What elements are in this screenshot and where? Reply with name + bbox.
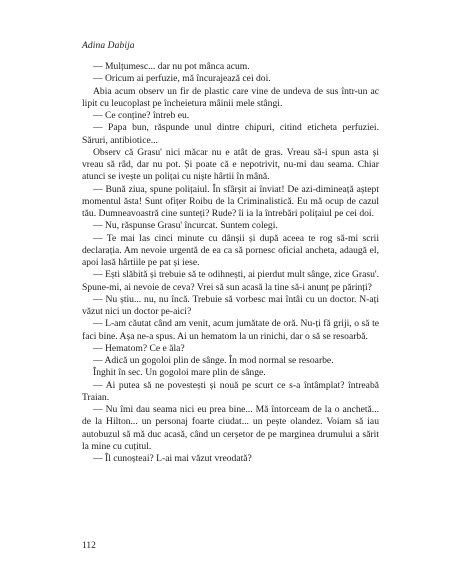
paragraph: Înghit în sec. Un gogoloi mare plin de sânge.	[93, 367, 266, 379]
paragraph: — Nu, răspunse Grasu' încurcat. Suntem colegi.	[93, 220, 278, 232]
paragraph: — Nu știu... nu, nu încă. Trebuie să vorbesc mai întâi cu un doctor. N-ați văzut nici un doctor pe-aici?	[82, 293, 379, 317]
paragraph: — Ai putea să ne povestești și nouă pe scurt ce s-a întâmplat? întreabă Traian.	[82, 379, 379, 403]
paragraph: — Oricum ai perfuzie, mă încurajează cei doi.	[93, 73, 271, 85]
paragraph: Observ că Grasu' nici măcar nu e atât de gras. Vreau să-i spun asta și vreau să râd, dar nu pot. Și poate că e nepotrivit, nu-mi dau seama. Chiar atunci se ivește un polițai cu niște hârtii în mână.	[82, 146, 379, 183]
paragraph: — Mulțumesc... dar nu pot mânca acum.	[93, 61, 250, 72]
paragraph: — Hematom? Ce e ăla?	[93, 342, 185, 354]
page-body	[82, 61, 379, 465]
paragraph: — Îl cunoșteai? L-ai mai văzut vreodată?	[93, 453, 252, 464]
paragraph: — Papa bun, răspunde unul dintre chipuri, citind eticheta perfuziei. Săruri, antibiotice...	[82, 122, 379, 146]
paragraph: — Bună ziua, spune polițaiul. În sfârșit ai înviat! De azi-dimineață aștept momentul ăsta! Sunt ofițer Roibu de la Criminalistică. Eu mă ocup de cazul tău. Dumneavoastră cine sunteți? Rude? îi ia la întrebări polițaiul pe cei doi.	[82, 183, 379, 219]
paragraph: — Adică un gogoloi plin de sânge. În mod normal se resoarbe.	[93, 355, 334, 366]
paragraph: — Nu îmi dau seama nici eu prea bine... Mă întorceam de la o anchetă... de la Hilton... un personaj foarte ciudat... un pește olandez. Voiam să iau autobuzul să mă duc acasă, când un cerșetor de pe marginea drumului a sărit la mine cu cuțitul.	[82, 404, 379, 452]
paragraph: Abia acum observ un fir de plastic care vine de undeva de sus într-un ac lipit cu leucoplast pe încheietura mâinii mele stângi.	[82, 85, 379, 109]
page-number: 112	[82, 541, 96, 551]
paragraph: — Ești slăbită și trebuie să te odihnești, ai pierdut mult sânge, zice Grasu'. Spune-mi, ai nevoie de ceva? Vrei să sun acasă la tine să-i anunț pe părinți?	[82, 269, 379, 293]
paragraph: — Ce conține? întreb eu.	[93, 110, 190, 121]
running-title: Adina Dabija	[82, 41, 135, 51]
paragraph: — L-am căutat când am venit, acum jumătate de oră. Nu-ți fă griji, o să te faci bine. Așa ne-a spus. Ai un hematom la un rinichi, dar o să se resoarbă.	[82, 318, 379, 342]
paragraph: — Te mai las cinci minute cu dânșii și după aceea te rog să-mi scrii declarația. Am nevoie urgentă de ea ca să pornesc oficial ancheta, adaugă el, apoi lasă hârtiile pe pat și iese.	[82, 232, 379, 268]
